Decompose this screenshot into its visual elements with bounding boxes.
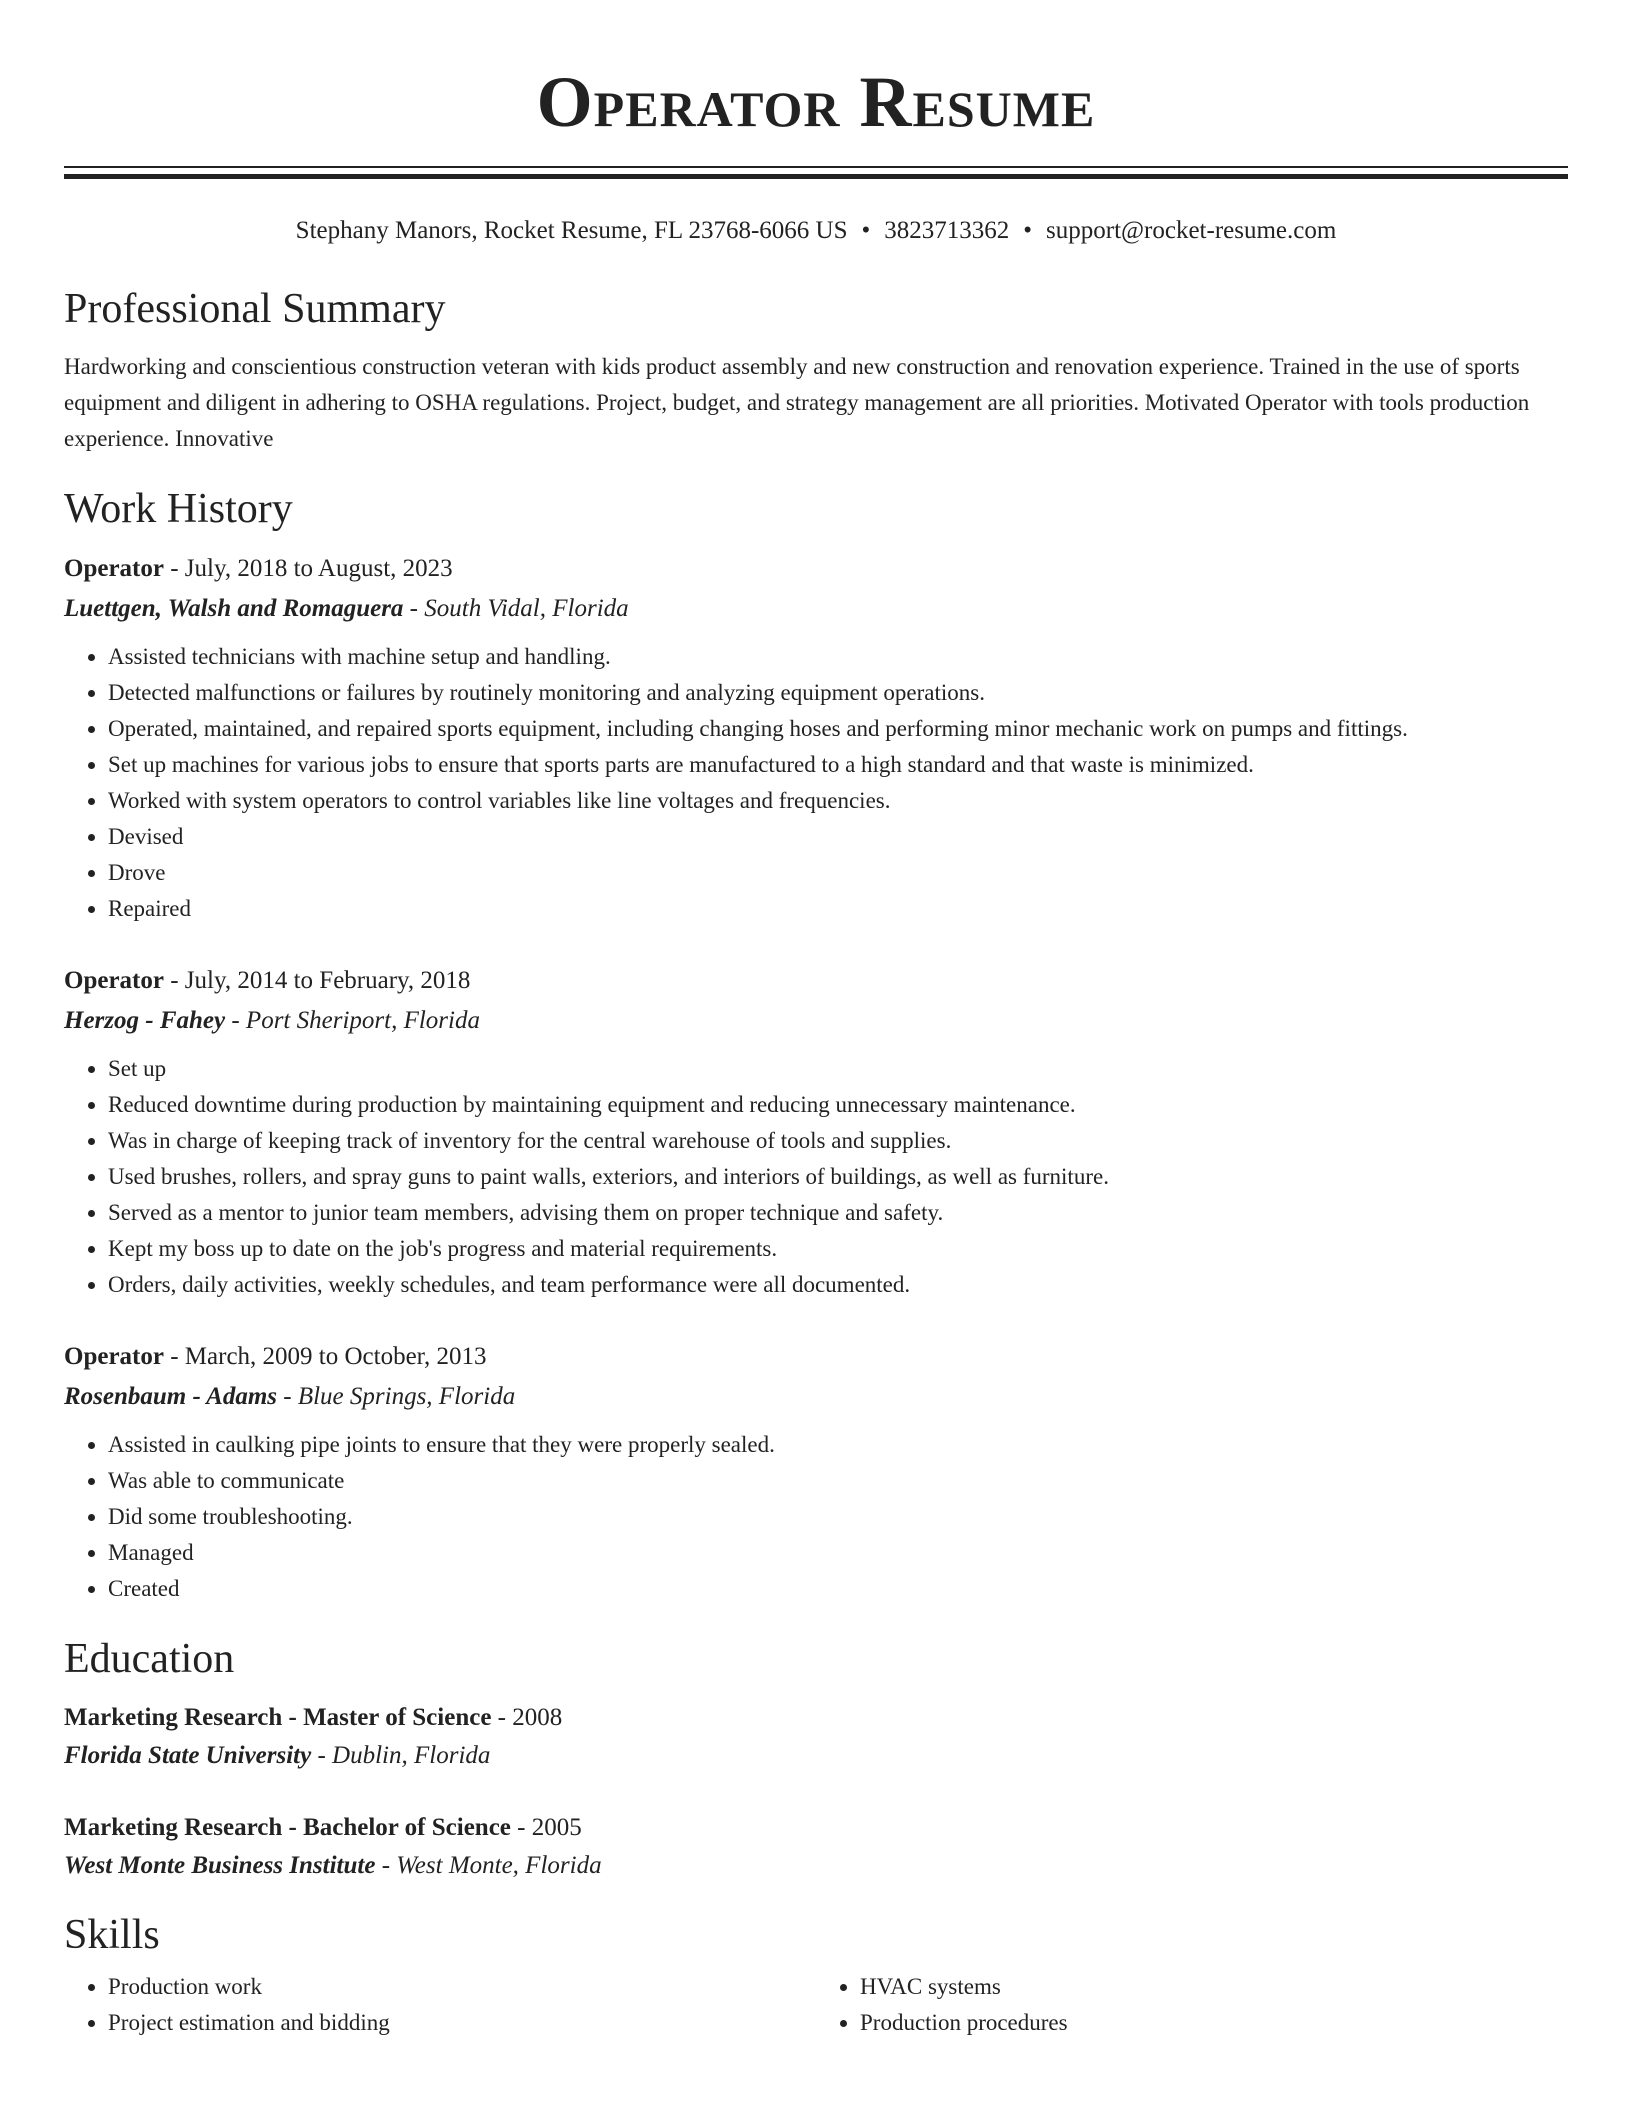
- job-company: Rosenbaum - Adams: [64, 1383, 278, 1410]
- job-title-line: [64, 1337, 1568, 1377]
- list-item: • Devised: [108, 819, 1568, 855]
- skills-heading: Skills: [64, 1912, 160, 1958]
- list-item: • Was able to communicate: [108, 1463, 1568, 1499]
- skills-list-right: [816, 1969, 1568, 2041]
- job-entry: [64, 961, 1568, 1303]
- school-name: Florida State University: [64, 1742, 312, 1769]
- job-company-line: [64, 1377, 1568, 1417]
- school-location: - Dublin, Florida: [311, 1742, 491, 1769]
- job-title-line: [64, 961, 1568, 1001]
- summary-text: Hardworking and conscientious construction veteran with kids product assembly and new construction and renovation experience. Trained in the use of sports equipment and diligent in adhering to OSHA regulations. Project, budget, and strategy management are all priorities. Motivated Operator with tools production experience. Innovative: [64, 354, 1530, 451]
- degree-line: [64, 1699, 1568, 1737]
- skills-list-left: [64, 1969, 816, 2041]
- job-company-line: [64, 589, 1568, 629]
- list-item: • Set up machines for various jobs to ensure that sports parts are manufactured to a high standard and that waste is minimized.: [108, 747, 1568, 783]
- job-company-line: [64, 1001, 1568, 1041]
- job-entry: [64, 549, 1568, 927]
- list-item: • Drove: [108, 855, 1568, 891]
- education-heading: Education: [64, 1636, 235, 1682]
- list-item: • Project estimation and bidding: [108, 2005, 816, 2041]
- school-name: West Monte Business Institute: [64, 1852, 376, 1879]
- contact-email: support@rocket-resume.com: [1046, 217, 1337, 244]
- job-title-line: [64, 549, 1568, 589]
- list-item: • Detected malfunctions or failures by routinely monitoring and analyzing equipment operations.: [108, 675, 1568, 711]
- school-line: [64, 1737, 1568, 1775]
- job-duties-list: [64, 1051, 1568, 1303]
- resume-title: Operator Resume: [536, 62, 1096, 142]
- list-item: • Reduced downtime during production by maintaining equipment and reducing unnecessary maintenance.: [108, 1087, 1568, 1123]
- job-title: Operator: [64, 967, 164, 994]
- contact-separator: •: [861, 217, 871, 244]
- job-company: Herzog - Fahey: [64, 1007, 226, 1034]
- list-item: • Kept my boss up to date on the job's progress and material requirements.: [108, 1231, 1568, 1267]
- degree-line: [64, 1809, 1568, 1847]
- degree-year: - 2008: [491, 1704, 563, 1731]
- list-item: • Was in charge of keeping track of inventory for the central warehouse of tools and supplies.: [108, 1123, 1568, 1159]
- job-location: - Blue Springs, Florida: [277, 1383, 516, 1410]
- list-item: • Operated, maintained, and repaired sports equipment, including changing hoses and performing minor mechanic work on pumps and fittings.: [108, 711, 1568, 747]
- title-rule-thin: [64, 166, 1568, 168]
- job-location: - South Vidal, Florida: [403, 595, 629, 622]
- job-title: Operator: [64, 1343, 164, 1370]
- contact-line: [64, 215, 1568, 247]
- summary-heading: Professional Summary: [64, 286, 446, 332]
- list-item: • Assisted technicians with machine setup and handling.: [108, 639, 1568, 675]
- list-item: • Orders, daily activities, weekly schedules, and team performance were all documented.: [108, 1267, 1568, 1303]
- list-item: • HVAC systems: [860, 1969, 1568, 2005]
- contact-address: Stephany Manors, Rocket Resume, FL 23768-6066 US: [295, 217, 848, 244]
- list-item: • Did some troubleshooting.: [108, 1499, 1568, 1535]
- work-history-heading: Work History: [64, 486, 293, 532]
- contact-separator: •: [1023, 217, 1033, 244]
- list-item: • Production procedures: [860, 2005, 1568, 2041]
- list-item: • Created: [108, 1571, 1568, 1607]
- list-item: • Set up: [108, 1051, 1568, 1087]
- list-item: • Managed: [108, 1535, 1568, 1571]
- job-dates: - March, 2009 to October, 2013: [163, 1343, 487, 1370]
- education-entry: [64, 1809, 1568, 1885]
- job-company: Luettgen, Walsh and Romaguera: [64, 595, 404, 622]
- education-entry: [64, 1699, 1568, 1775]
- degree-year: - 2005: [510, 1814, 582, 1841]
- resume-page: [64, 0, 1568, 2041]
- list-item: • Used brushes, rollers, and spray guns to paint walls, exteriors, and interiors of buildings, as well as furniture.: [108, 1159, 1568, 1195]
- skills-columns: [64, 1969, 1568, 2041]
- job-dates: - July, 2014 to February, 2018: [163, 967, 471, 994]
- school-location: - West Monte, Florida: [375, 1852, 602, 1879]
- title-rule-thick: [64, 174, 1568, 179]
- job-duties-list: [64, 639, 1568, 927]
- job-location: - Port Sheriport, Florida: [225, 1007, 480, 1034]
- job-title: Operator: [64, 555, 164, 582]
- list-item: • Production work: [108, 1969, 816, 2005]
- degree-name: Marketing Research - Master of Science: [64, 1704, 492, 1731]
- job-duties-list: [64, 1427, 1568, 1607]
- job-dates: - July, 2018 to August, 2023: [163, 555, 453, 582]
- list-item: • Assisted in caulking pipe joints to ensure that they were properly sealed.: [108, 1427, 1568, 1463]
- list-item: • Repaired: [108, 891, 1568, 927]
- contact-phone: 3823713362: [884, 217, 1010, 244]
- job-entry: [64, 1337, 1568, 1607]
- list-item: • Worked with system operators to control variables like line voltages and frequencies.: [108, 783, 1568, 819]
- list-item: • Served as a mentor to junior team members, advising them on proper technique and safety.: [108, 1195, 1568, 1231]
- degree-name: Marketing Research - Bachelor of Science: [64, 1814, 511, 1841]
- school-line: [64, 1847, 1568, 1885]
